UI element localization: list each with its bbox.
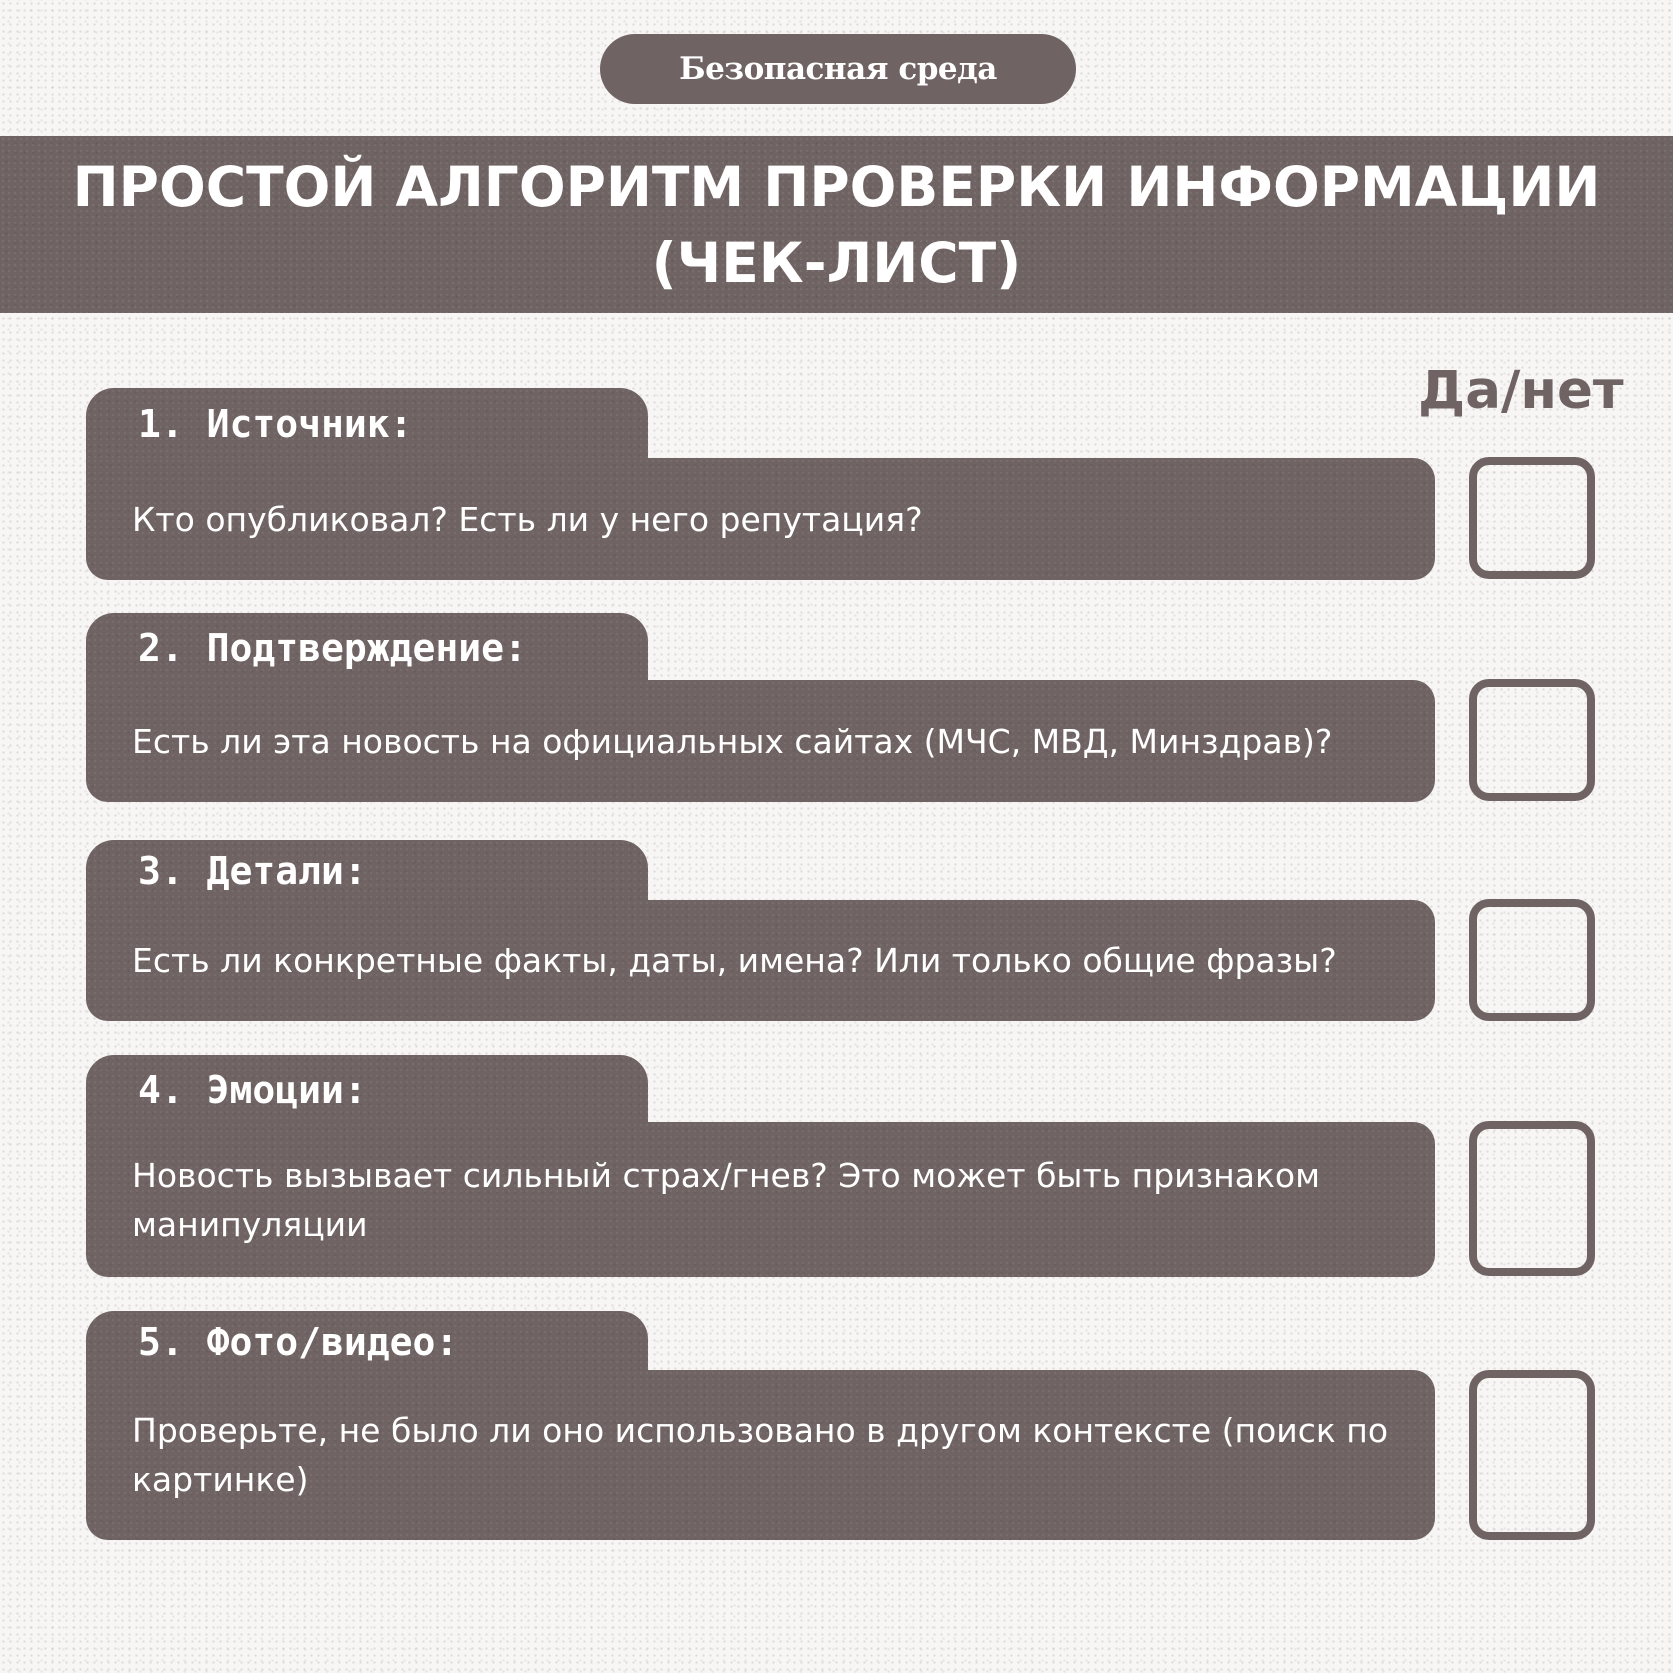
- checklist-item-4-heading: 4. Эмоции:: [86, 1055, 648, 1125]
- checklist-item-2-text: Есть ли эта новость на официальных сайтах (МЧС, МВД, Минздрав)?: [86, 680, 1435, 802]
- checklist-item-5-checkbox[interactable]: [1469, 1370, 1595, 1540]
- yes-no-column-label: Да/нет: [1418, 360, 1624, 421]
- title-banner: [0, 136, 1673, 313]
- checklist-item-3-text: Есть ли конкретные факты, даты, имена? Или только общие фразы?: [86, 900, 1435, 1021]
- checklist-item-3-checkbox[interactable]: [1469, 899, 1595, 1021]
- checklist-item-4-text: Новость вызывает сильный страх/гнев? Это может быть признаком манипуляции: [86, 1122, 1435, 1277]
- checklist-item-2-heading: 2. Подтверждение:: [86, 613, 648, 683]
- checklist-item-1-checkbox[interactable]: [1469, 457, 1595, 579]
- page-title-line-2: (ЧЕК-ЛИСТ): [651, 230, 1022, 295]
- checklist-item-5-heading: 5. Фото/видео:: [86, 1311, 648, 1373]
- checklist-item-3-heading: 3. Детали:: [86, 840, 648, 902]
- brand-badge: [600, 34, 1076, 104]
- checklist-item-4-checkbox[interactable]: [1469, 1121, 1595, 1276]
- checklist-item-5-text: Проверьте, не было ли оно использовано в другом контексте (поиск по картинке): [86, 1370, 1435, 1540]
- page-title-line-1: ПРОСТОЙ АЛГОРИТМ ПРОВЕРКИ ИНФОРМАЦИИ: [72, 154, 1601, 219]
- checklist-item-2-checkbox[interactable]: [1469, 679, 1595, 801]
- checklist-item-1-text: Кто опубликовал? Есть ли у него репутация?: [86, 458, 1435, 580]
- brand-name: Безопасная среда: [679, 51, 997, 87]
- checklist-item-1-heading: 1. Источник:: [86, 388, 648, 460]
